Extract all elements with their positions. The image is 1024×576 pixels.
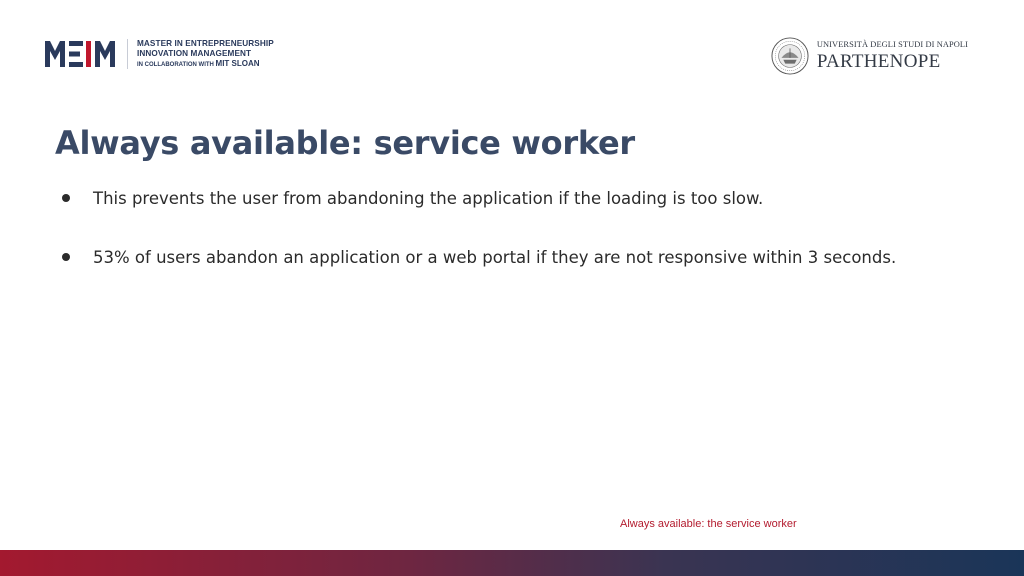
university-line-2: PARTHENOPE	[816, 50, 941, 72]
logo-divider	[127, 39, 128, 69]
university-name	[817, 41, 968, 70]
slide-title: Always available: service worker	[55, 124, 635, 162]
footer-gradient-bar	[0, 550, 1024, 576]
mit-sloan-label: MIT SLOAN	[215, 59, 260, 69]
bullet-dot-icon	[62, 253, 70, 261]
bullet-item	[62, 186, 896, 210]
meim-line-1: MASTER IN ENTREPRENEURSHIP	[137, 38, 274, 48]
footer-note: Always available: the service worker	[620, 518, 797, 530]
parthenope-logo	[771, 37, 968, 75]
bullet-dot-icon	[62, 194, 70, 202]
meim-logo-text	[137, 40, 274, 68]
bullet-text: This prevents the user from abandoning the application if the loading is too slow.	[93, 188, 764, 208]
bullet-item	[62, 245, 896, 269]
bullet-text: 53% of users abandon an application or a web portal if they are not responsive within 3 seconds.	[93, 247, 897, 267]
university-seal-icon	[771, 37, 809, 75]
meim-logo-mark	[45, 41, 117, 67]
meim-line-3	[137, 60, 274, 68]
meim-line-3-prefix: IN COLLABORATION WITH	[137, 62, 216, 69]
meim-logo	[45, 38, 274, 70]
university-line-1: UNIVERSITÀ DEGLI STUDI DI NAPOLI	[816, 40, 968, 50]
meim-line-2: INNOVATION MANAGEMENT	[137, 48, 252, 58]
bullet-list	[62, 186, 896, 304]
